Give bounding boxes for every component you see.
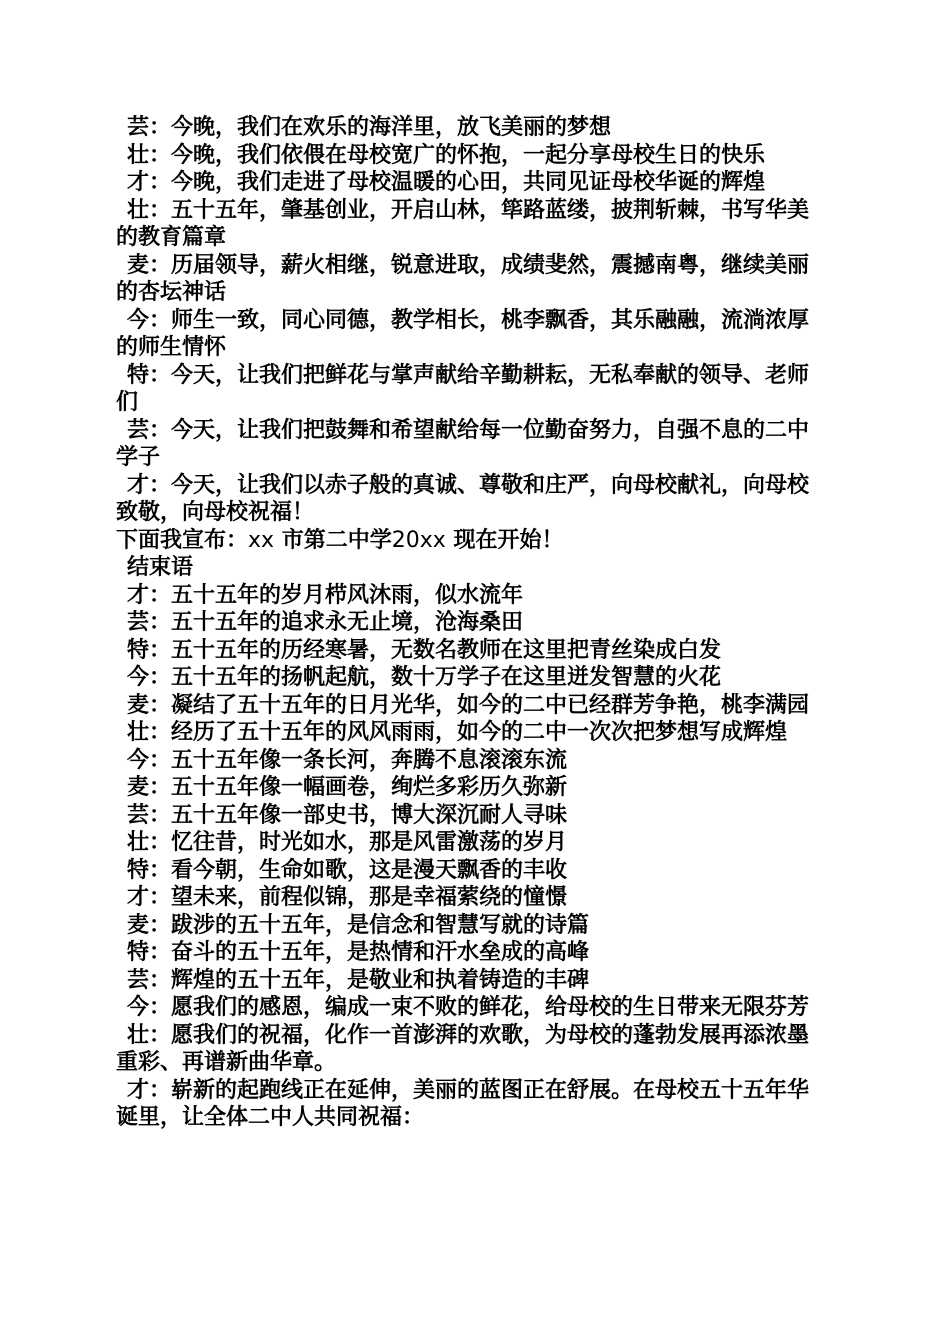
paragraph: 特：今天，让我们把鲜花与掌声献给辛勤耕耘，无私奉献的领导、老师们 (116, 362, 810, 415)
announcement-part: 下面我宣布： (116, 527, 249, 553)
paragraph: 才：今晚，我们走进了母校温暖的心田，共同见证母校华诞的辉煌 (127, 170, 766, 195)
paragraph: 才：崭新的起跑线正在延伸，美丽的蓝图正在舒展。在母校五十五年华诞里，让全体二中人共同祝福： (116, 1077, 810, 1130)
paragraph: 芸：今天，让我们把鼓舞和希望献给每一位勤奋努力，自强不息的二中学子 (116, 417, 810, 470)
paragraph: 麦：跋涉的五十五年，是信念和智慧写就的诗篇 (127, 912, 590, 938)
paragraph: 今：五十五年像一条长河，奔腾不息滚滚东流 (127, 747, 568, 773)
paragraph: 芸：今晚，我们在欢乐的海洋里，放飞美丽的梦想 (127, 115, 612, 140)
paragraph: 麦：五十五年像一幅画卷，绚烂多彩历久弥新 (127, 775, 568, 800)
paragraph: 才：今天，让我们以赤子般的真诚、尊敬和庄严，向母校献礼，向母校致敬，向母校祝福！ (116, 472, 810, 525)
announcement-part: 20xx (391, 527, 446, 553)
announcement-part: xx (248, 527, 275, 553)
paragraph: 芸：辉煌的五十五年，是敬业和执着铸造的丰碑 (127, 967, 590, 993)
paragraph: 麦：历届领导，薪火相继，锐意进取，成绩斐然，震撼南粤，继续美丽的杏坛神话 (116, 252, 810, 305)
paragraph: 才：望未来，前程似锦，那是幸福萦绕的憧憬 (127, 885, 568, 910)
paragraph: 才：五十五年的岁月栉风沐雨，似水流年 (127, 582, 524, 608)
announcement-part: 现在开始！ (453, 527, 564, 553)
paragraph: 麦：凝结了五十五年的日月光华，如今的二中已经群芳争艳，桃李满园 (127, 692, 810, 718)
paragraph: 芸：五十五年的追求永无止境，沧海桑田 (127, 610, 524, 635)
paragraph: 今：五十五年的扬帆起航，数十万学子在这里迸发智慧的火花 (127, 665, 722, 690)
paragraph: 芸：五十五年像一部史书，博大深沉耐人寻味 (127, 802, 568, 828)
paragraph: 壮：五十五年，肇基创业，开启山林，筚路蓝缕，披荆斩棘，书写华美的教育篇章 (116, 197, 810, 250)
paragraph: 特：奋斗的五十五年，是热情和汗水垒成的高峰 (127, 940, 590, 965)
paragraph: 壮：愿我们的祝福，化作一首澎湃的欢歌，为母校的蓬勃发展再添浓墨重彩、再谱新曲华章。 (116, 1022, 810, 1075)
document-body (116, 114, 828, 1132)
announcement-part: 市第二中学 (281, 527, 392, 553)
paragraph: 今：师生一致，同心同德，教学相长，桃李飘香，其乐融融，流淌浓厚的师生情怀 (116, 307, 810, 360)
announcement-paragraph (116, 527, 828, 555)
paragraph: 壮：经历了五十五年的风风雨雨，如今的二中一次次把梦想写成辉煌 (127, 720, 788, 745)
paragraph: 壮：今晚，我们依偎在母校宽广的怀抱，一起分享母校生日的快乐 (127, 142, 766, 168)
paragraph: 特：看今朝，生命如歌，这是漫天飘香的丰收 (127, 857, 568, 883)
paragraph: 今：愿我们的感恩，编成一束不败的鲜花，给母校的生日带来无限芬芳 (127, 995, 810, 1020)
section-heading: 结束语 (127, 555, 194, 580)
paragraph: 特：五十五年的历经寒暑，无数名教师在这里把青丝染成白发 (127, 637, 722, 663)
paragraph: 壮：忆往昔，时光如水，那是风雷激荡的岁月 (127, 830, 568, 855)
